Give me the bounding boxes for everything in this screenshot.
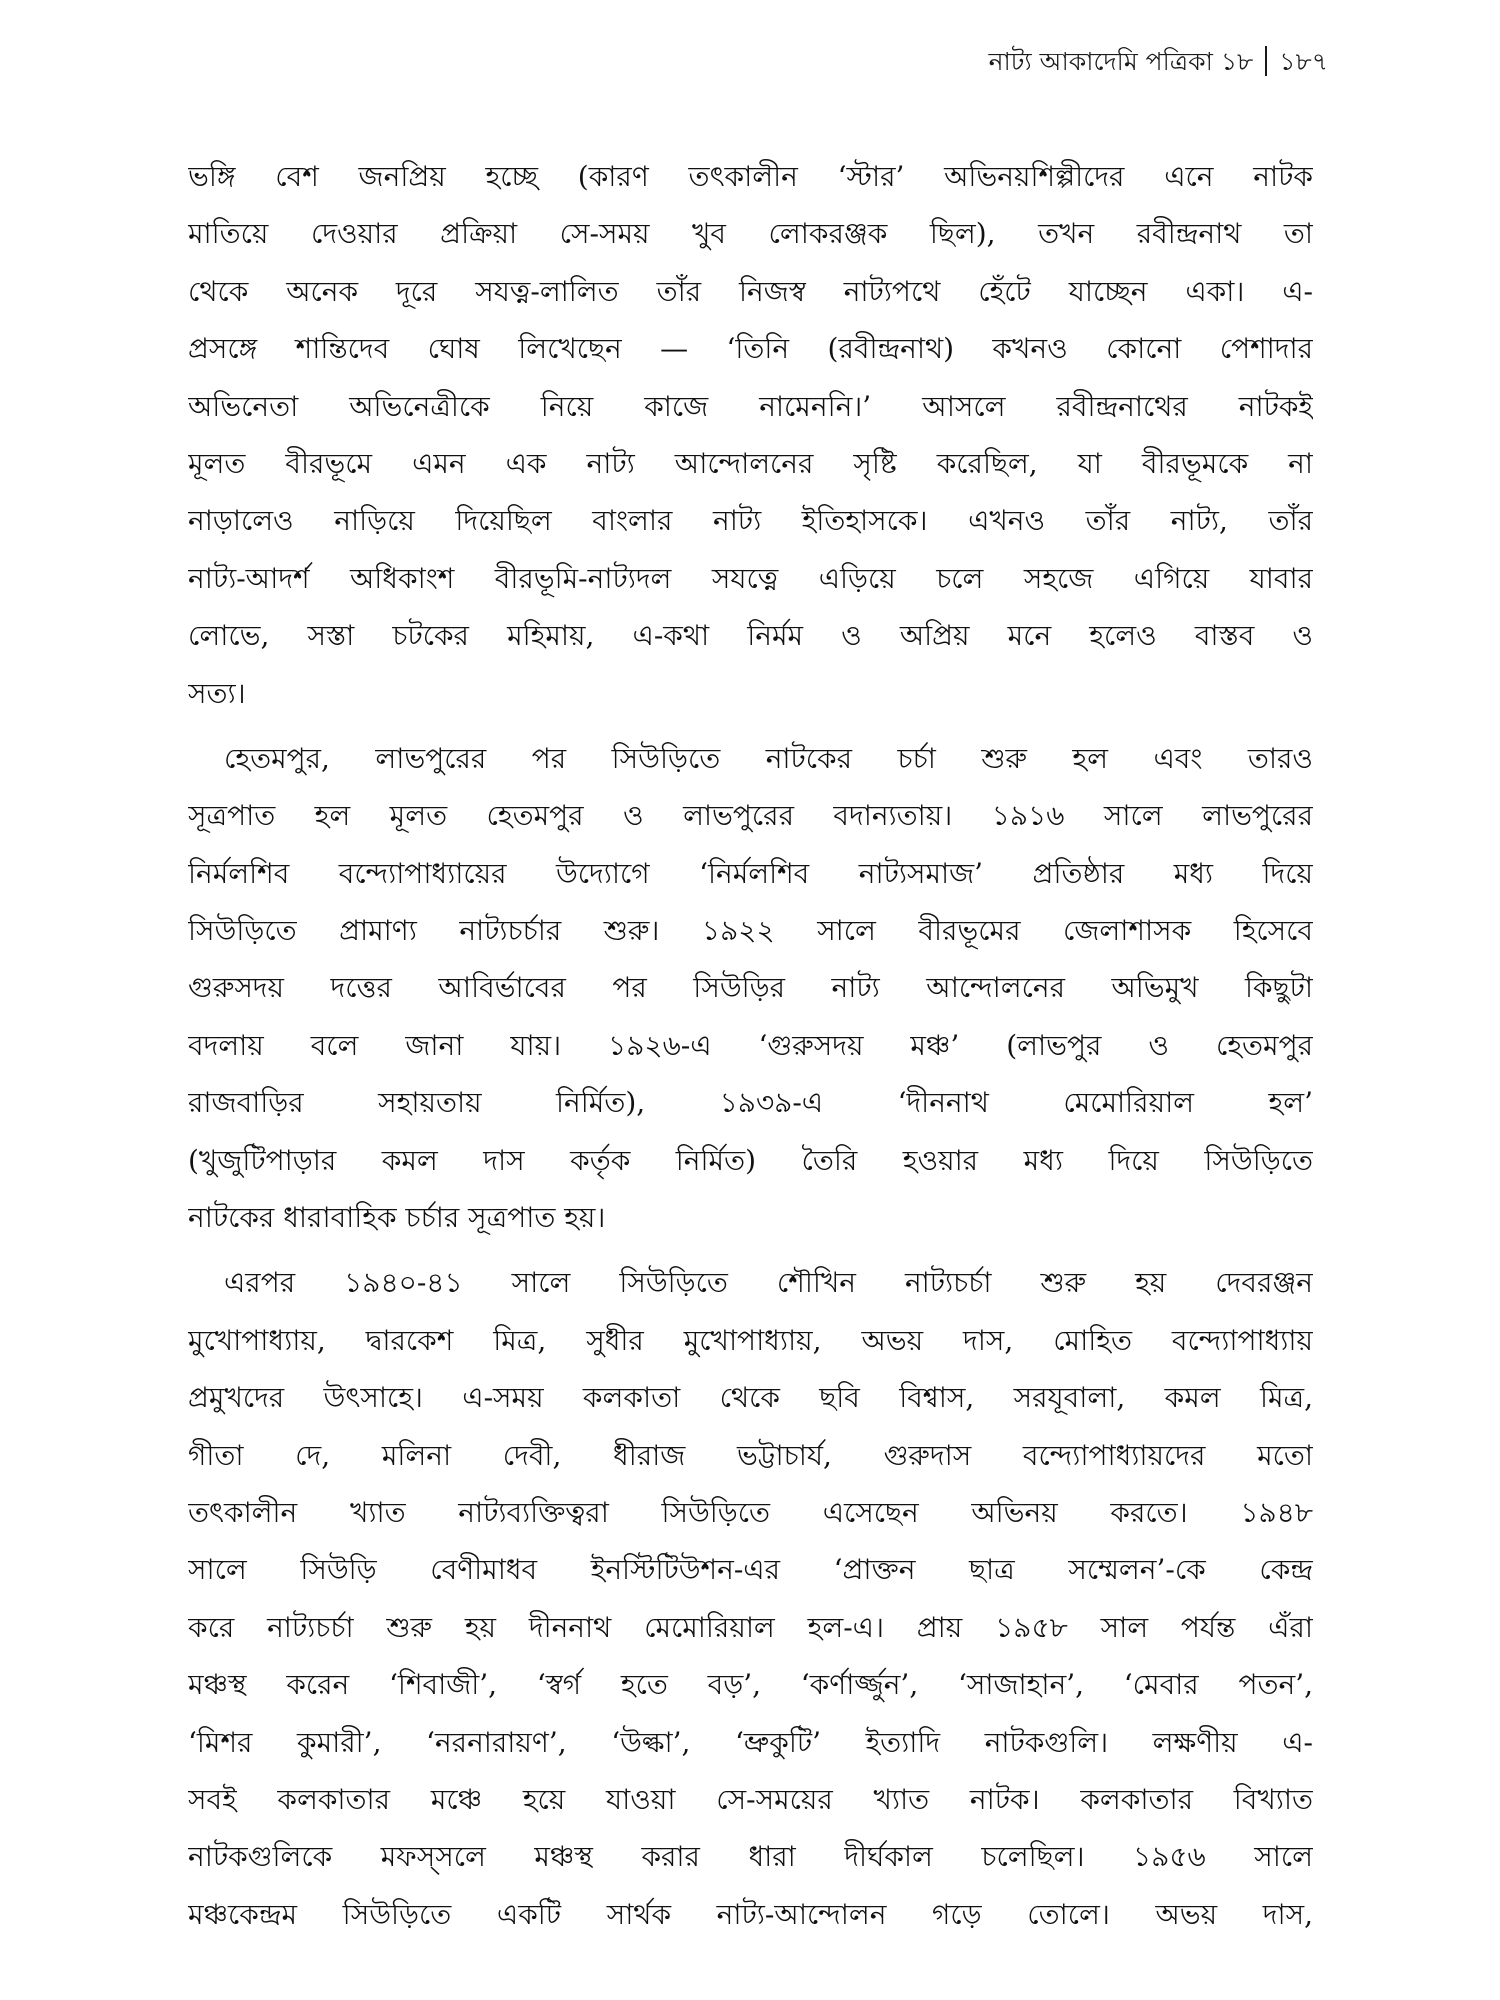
page-number: ১৮৭ [1279, 47, 1328, 76]
text-line: প্রমুখদের উৎসাহে। এ-সময় কলকাতা থেকে ছবি বিশ্বাস, সরযূবালা, কমল মিত্র, [188, 1381, 1313, 1415]
text-line: মঞ্চকেন্দ্রম সিউড়িতে একটি সার্থক নাট্য-আন্দোলন গড়ে তোলে। অভয় দাস, [188, 1897, 1313, 1931]
text-line: সূত্রপাত হল মূলত হেতমপুর ও লাভপুরের বদান্যতায়। ১৯১৬ সালে লাভপুরের [188, 799, 1313, 833]
text-line: নাটকগুলিকে মফস্সলে মঞ্চস্থ করার ধারা দীর্ঘকাল চলেছিল। ১৯৫৬ সালে [188, 1840, 1313, 1874]
text-line: মুখোপাধ্যায়, দ্বারকেশ মিত্র, সুধীর মুখোপাধ্যায়, অভয় দাস, মোহিত বন্দ্যোপাধ্যায় [188, 1323, 1313, 1357]
paragraph-1 [188, 148, 1313, 722]
text-line: সিউড়িতে প্রামাণ্য নাট্যচর্চার শুরু। ১৯২২ সালে বীরভূমের জেলাশাসক হিসেবে [188, 914, 1313, 948]
text-line: অভিনেতা অভিনেত্রীকে নিয়ে কাজে নামেননি।’ আসলে রবীন্দ্রনাথের নাটকই [188, 389, 1313, 423]
text-line: নির্মলশিব বন্দ্যোপাধ্যায়ের উদ্যোগে ‘নির্মলশিব নাট্যসমাজ’ প্রতিষ্ঠার মধ্য দিয়ে [188, 856, 1313, 890]
text-line: মঞ্চস্থ করেন ‘শিবাজী’, ‘স্বর্গ হতে বড়’, ‘কর্ণার্জ্জুন’, ‘সাজাহান’, ‘মেবার পতন’, [188, 1668, 1313, 1702]
text-line: বদলায় বলে জানা যায়। ১৯২৬-এ ‘গুরুসদয় মঞ্চ’ (লাভপুর ও হেতমপুর [188, 1028, 1313, 1062]
text-line: মাতিয়ে দেওয়ার প্রক্রিয়া সে-সময় খুব লোকরঞ্জক ছিল), তখন রবীন্দ্রনাথ তা [188, 217, 1313, 251]
paragraph-2 [188, 730, 1313, 1247]
text-line: নাট্য-আদর্শ অধিকাংশ বীরভূমি-নাট্যদল সযত্নে এড়িয়ে চলে সহজে এগিয়ে যাবার [188, 561, 1313, 595]
text-line: থেকে অনেক দূরে সযত্ন-লালিত তাঁর নিজস্ব নাট্যপথে হেঁটে যাচ্ছেন একা। এ- [188, 274, 1313, 308]
text-line: সত্য। [188, 676, 246, 710]
text-line: এরপর ১৯৪০-৪১ সালে সিউড়িতে শৌখিন নাট্যচর্চা শুরু হয় দেবরঞ্জন [224, 1266, 1313, 1300]
journal-title: নাট্য আকাদেমি পত্রিকা ১৮ [988, 47, 1254, 76]
text-line: তৎকালীন খ্যাত নাট্যব্যক্তিত্বরা সিউড়িতে এসেছেন অভিনয় করতে। ১৯৪৮ [188, 1495, 1313, 1529]
text-line: (খুজুটিপাড়ার কমল দাস কর্তৃক নির্মিত) তৈরি হওয়ার মধ্য দিয়ে সিউড়িতে [188, 1143, 1313, 1177]
text-line: করে নাট্যচর্চা শুরু হয় দীননাথ মেমোরিয়াল হল-এ। প্রায় ১৯৫৮ সাল পর্যন্ত এঁরা [188, 1610, 1313, 1644]
header-divider [1265, 46, 1267, 76]
body-text [188, 148, 1313, 1943]
paragraph-gap [188, 1246, 1313, 1254]
text-line: নাটকের ধারাবাহিক চর্চার সূত্রপাত হয়। [188, 1201, 606, 1235]
running-header [989, 44, 1328, 80]
text-line: ভঙ্গি বেশ জনপ্রিয় হচ্ছে (কারণ তৎকালীন ‘স্টার’ অভিনয়শিল্পীদের এনে নাটক [188, 160, 1313, 193]
text-line: হেতমপুর, লাভপুরের পর সিউড়িতে নাটকের চর্চা শুরু হল এবং তারও [224, 741, 1313, 775]
text-line: রাজবাড়ির সহায়তায় নির্মিত), ১৯৩৯-এ ‘দীননাথ মেমোরিয়াল হল’ [188, 1086, 1313, 1120]
text-line: সবই কলকাতার মঞ্চে হয়ে যাওয়া সে-সময়ের খ্যাত নাটক। কলকাতার বিখ্যাত [188, 1782, 1313, 1816]
text-line: নাড়ালেও নাড়িয়ে দিয়েছিল বাংলার নাট্য ইতিহাসকে। এখনও তাঁর নাট্য, তাঁর [188, 504, 1313, 538]
paragraph-gap [188, 722, 1313, 730]
text-line: মূলত বীরভূমে এমন এক নাট্য আন্দোলনের সৃষ্টি করেছিল, যা বীরভূমকে না [188, 446, 1313, 480]
text-line: প্রসঙ্গে শান্তিদেব ঘোষ লিখেছেন — ‘তিনি (রবীন্দ্রনাথ) কখনও কোনো পেশাদার [188, 332, 1313, 366]
text-line: ‘মিশর কুমারী’, ‘নরনারায়ণ’, ‘উল্কা’, ‘ভ্রুকুটি’ ইত্যাদি নাটকগুলি। লক্ষণীয় এ- [188, 1725, 1313, 1759]
text-line: লোভে, সস্তা চটকের মহিমায়, এ-কথা নির্মম ও অপ্রিয় মনে হলেও বাস্তব ও [188, 619, 1313, 653]
text-line: গীতা দে, মলিনা দেবী, ধীরাজ ভট্টাচার্য, গুরুদাস বন্দ্যোপাধ্যায়দের মতো [188, 1438, 1313, 1472]
paragraph-3 [188, 1254, 1313, 1943]
text-line: সালে সিউড়ি বেণীমাধব ইনস্টিটিউশন-এর ‘প্রাক্তন ছাত্র সম্মেলন’-কে কেন্দ্র [188, 1553, 1313, 1587]
text-line: গুরুসদয় দত্তের আবির্ভাবের পর সিউড়ির নাট্য আন্দোলনের অভিমুখ কিছুটা [188, 971, 1313, 1005]
